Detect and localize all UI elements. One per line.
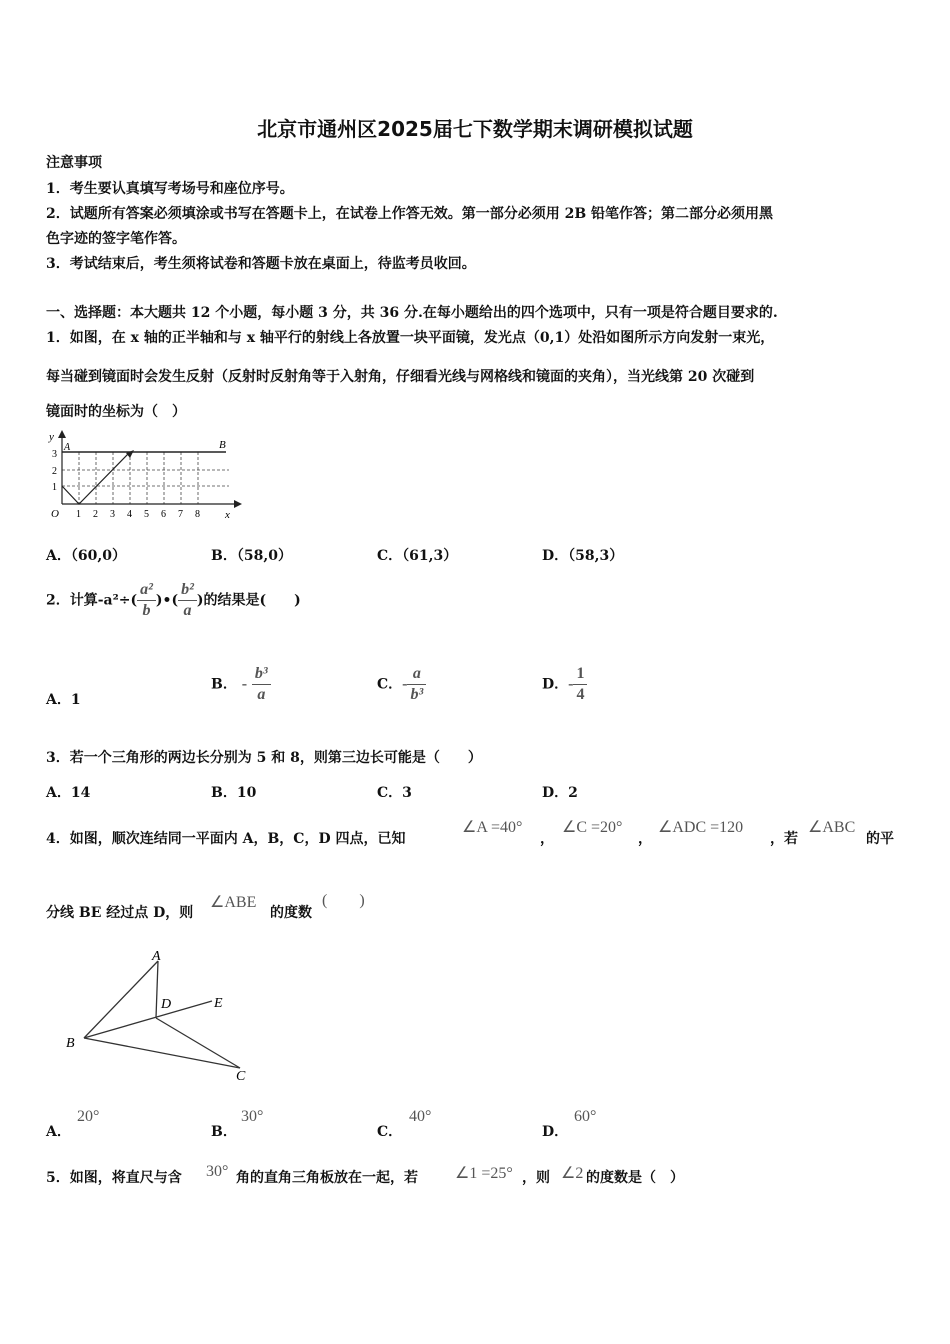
point-d-label: D — [161, 997, 172, 1012]
q1-option-b[interactable]: B．（58,0） — [211, 548, 292, 564]
question-4-figure — [60, 944, 260, 1084]
section-heading: 一、选择题：本大题共 12 个小题，每小题 3 分，共 36 分.在每小题给出的四个选项中，只有一项是符合题目要求的. — [46, 305, 778, 321]
question-5-text-mid2: ，则 — [522, 1170, 550, 1186]
notice-item: 2．试题所有答案必须填涂或书写在答题卡上，在试卷上作答无效。第一部分必须用 2B 铅笔作答；第二部分必须用黑 — [46, 206, 774, 222]
question-1-line-2: 每当碰到镜面时会发生反射（反射时反射角等于入射角，仔细看光线与网格线和镜面的夹角），当光线第 20 次碰到 — [46, 369, 755, 385]
fraction: $\frac{\text{a²}}{b}$ — [137, 580, 156, 621]
notice-item: 3．考试结束后，考生须将试卷和答题卡放在桌面上，待监考员收回。 — [46, 256, 476, 272]
math-angle-2: ∠2 — [561, 1165, 584, 1182]
x-tick: 5 — [144, 509, 149, 520]
math-angle-adc: ∠ADC =120 — [658, 819, 744, 836]
q4-option-c-letter[interactable]: C． — [377, 1124, 403, 1140]
math-angle-1: ∠1 =25° — [455, 1165, 513, 1182]
question-4-line-2: 分线 BE 经过点 D，则 — [46, 905, 194, 921]
notice-item: 色字迹的签字笔作答。 — [46, 231, 186, 247]
origin-label: O — [51, 508, 59, 520]
x-tick: 4 — [127, 509, 132, 520]
math-angle-abe: ∠ABE — [210, 894, 257, 911]
q2-option-a[interactable]: A．1 — [46, 692, 81, 708]
separator: ， — [638, 831, 652, 847]
x-tick: 8 — [195, 509, 200, 520]
point-a-label: A — [152, 949, 161, 964]
question-3-text: 3．若一个三角形的两边长分别为 5 和 8，则第三边长可能是（ ） — [46, 750, 482, 766]
notice-item: 1．考生要认真填写考场号和座位序号。 — [46, 181, 294, 197]
x-tick: 7 — [178, 509, 183, 520]
y-tick: 1 — [52, 482, 57, 493]
y-tick: 2 — [52, 466, 57, 477]
x-tick: 6 — [161, 509, 166, 520]
question-5-text-start: 5．如图，将直尺与含 — [46, 1170, 182, 1186]
question-4-text-start: 4．如图，顺次连结同一平面内 A，B，C，D 四点，已知 — [46, 831, 406, 847]
q4-option-d-value[interactable]: 60° — [574, 1108, 597, 1125]
point-c-label: C — [236, 1069, 246, 1084]
question-1-figure — [44, 428, 244, 524]
y-axis-label: y — [49, 431, 54, 443]
question-5-text-mid: 角的直角三角板放在一起，若 — [236, 1170, 418, 1186]
math-30-degree: 30° — [206, 1163, 229, 1180]
q3-option-b[interactable]: B．10 — [211, 785, 257, 801]
separator: ， — [540, 831, 554, 847]
q4-option-a-letter[interactable]: A． — [46, 1124, 71, 1140]
page-title: 北京市通州区2025届七下数学期末调研模拟试题 — [257, 117, 693, 141]
notice-heading: 注意事项 — [46, 155, 102, 171]
q4-option-b-value[interactable]: 30° — [241, 1108, 264, 1125]
q4-option-b-letter[interactable]: B． — [211, 1124, 237, 1140]
q2-option-b[interactable]: B． - $\frac{\text{b³}}{a}$ — [211, 664, 271, 705]
q2-option-c[interactable]: C．- $\frac{a}{\text{b³}}$ — [377, 664, 426, 705]
x-tick: 2 — [93, 509, 98, 520]
question-2-text: 2．计算-a²÷( $\frac{\text{a²}}{b}$ )•( $\frac{\text{b²}}{a}$ )的结果是( ) — [46, 581, 301, 619]
q4-option-a-value[interactable]: 20° — [77, 1108, 100, 1125]
q1-option-d[interactable]: D．（58,3） — [542, 548, 624, 564]
question-4-text-mid: ，若 — [770, 831, 798, 847]
q3-option-d[interactable]: D．2 — [542, 785, 578, 801]
question-4-line-2-end: 的度数 — [270, 905, 312, 921]
math-angle-c: ∠C =20° — [562, 819, 623, 836]
q1-option-a[interactable]: A．（60,0） — [46, 548, 126, 564]
q3-option-c[interactable]: C．3 — [377, 785, 412, 801]
question-5-text-end: 的度数是（ ） — [586, 1170, 684, 1186]
q4-option-d-letter[interactable]: D． — [542, 1124, 569, 1140]
fraction: $\frac{\text{b²}}{a}$ — [178, 580, 197, 621]
question-4-text-end: 的平 — [866, 831, 894, 847]
q4-option-c-value[interactable]: 40° — [409, 1108, 432, 1125]
x-axis-label: x — [225, 509, 230, 521]
point-b-label: B — [66, 1036, 75, 1051]
point-b-label: B — [219, 439, 226, 451]
answer-paren: ( ) — [322, 892, 365, 909]
q3-option-a[interactable]: A．14 — [46, 785, 91, 801]
math-angle-a: ∠A =40° — [462, 819, 523, 836]
math-angle-abc: ∠ABC — [808, 819, 856, 836]
point-e-label: E — [214, 996, 223, 1011]
question-1-line-1: 1．如图，在 x 轴的正半轴和与 x 轴平行的射线上各放置一块平面镜，发光点（0,1）处沿如图所示方向发射一束光， — [46, 330, 775, 346]
x-tick: 3 — [110, 509, 115, 520]
y-tick: 3 — [52, 449, 57, 460]
x-tick: 1 — [76, 509, 81, 520]
question-1-line-3: 镜面时的坐标为（ ） — [46, 404, 186, 420]
q1-option-c[interactable]: C．（61,3） — [377, 548, 458, 564]
point-a-label: A — [64, 442, 71, 453]
q2-option-d[interactable]: D．- $\frac{1}{4}$ — [542, 664, 587, 705]
